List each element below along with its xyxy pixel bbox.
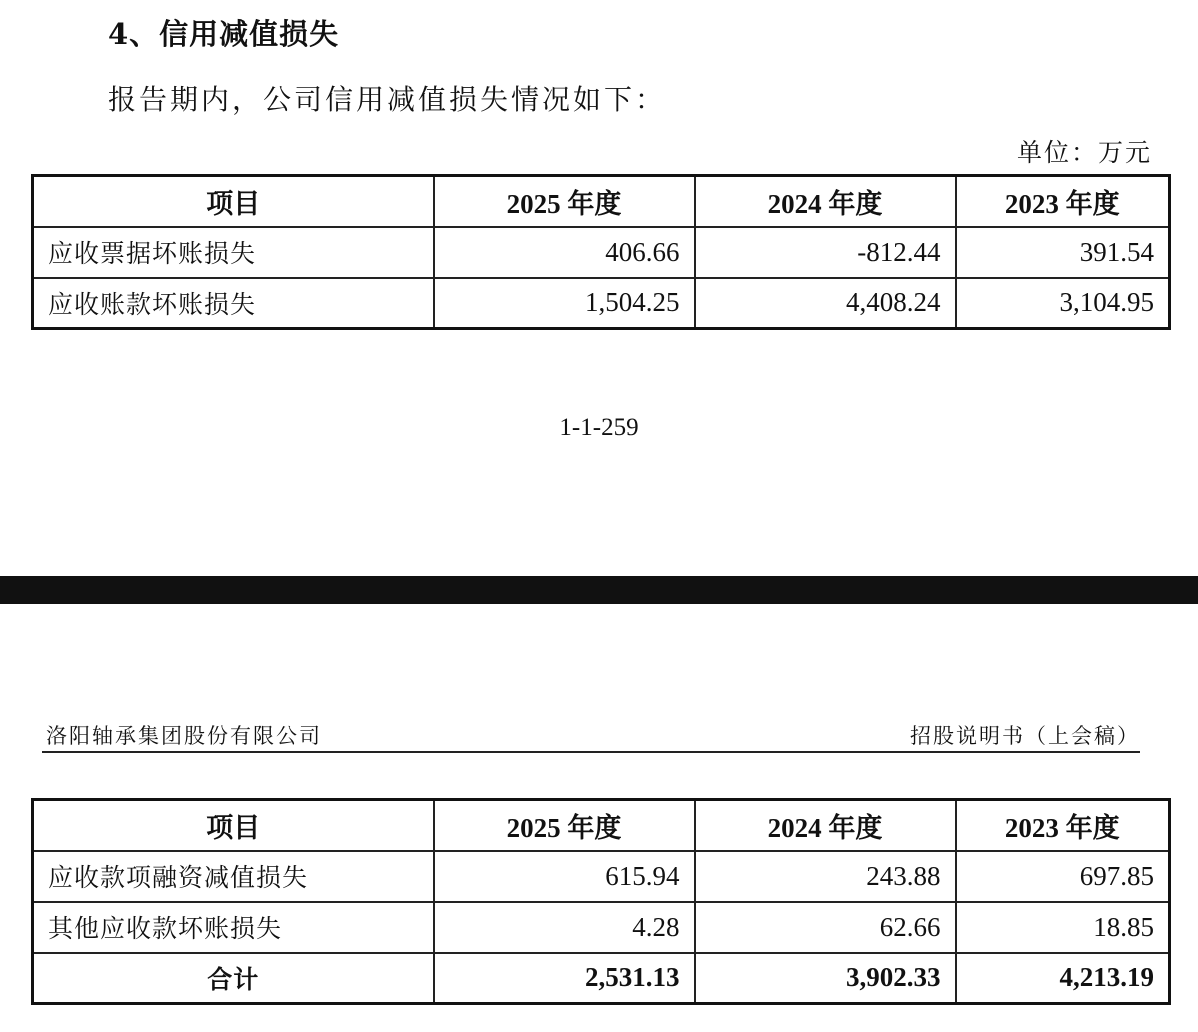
row-label: 应收账款坏账损失 [33, 278, 434, 329]
cell-2025: 615.94 [434, 851, 695, 902]
section-heading: 4、信用减值损失 [108, 17, 340, 51]
page-number: 1-1-259 [559, 414, 639, 441]
header-2025: 2025 年度 [434, 800, 695, 851]
header-2023: 2023 年度 [956, 800, 1170, 851]
cell-2023: 697.85 [956, 851, 1170, 902]
row-label: 应收票据坏账损失 [33, 227, 434, 278]
page-header-doc: 招股说明书（上会稿） [910, 724, 1140, 748]
page-header-rule [42, 751, 1140, 753]
cell-2024: 62.66 [695, 902, 956, 953]
credit-loss-table-part2 [31, 798, 1171, 1005]
table-header-row [33, 800, 1170, 851]
credit-loss-table-part1 [31, 174, 1171, 330]
total-2023: 4,213.19 [956, 953, 1170, 1004]
header-2024: 2024 年度 [695, 800, 956, 851]
header-2024: 2024 年度 [695, 176, 956, 227]
total-2025: 2,531.13 [434, 953, 695, 1004]
total-2024: 3,902.33 [695, 953, 956, 1004]
cell-2025: 1,504.25 [434, 278, 695, 329]
cell-2024: 4,408.24 [695, 278, 956, 329]
row-label: 其他应收款坏账损失 [33, 902, 434, 953]
header-2025: 2025 年度 [434, 176, 695, 227]
table-row [33, 902, 1170, 953]
total-label: 合计 [33, 953, 434, 1004]
table-row [33, 278, 1170, 329]
table-row [33, 227, 1170, 278]
cell-2023: 391.54 [956, 227, 1170, 278]
cell-2025: 406.66 [434, 227, 695, 278]
cell-2024: 243.88 [695, 851, 956, 902]
cell-2023: 3,104.95 [956, 278, 1170, 329]
intro-text: 报告期内，公司信用减值损失情况如下： [108, 83, 667, 116]
table-total-row [33, 953, 1170, 1004]
page-break-divider [0, 576, 1198, 604]
unit-label: 单位：万元 [1016, 138, 1152, 167]
header-item: 项目 [33, 176, 434, 227]
cell-2025: 4.28 [434, 902, 695, 953]
row-label: 应收款项融资减值损失 [33, 851, 434, 902]
header-2023: 2023 年度 [956, 176, 1170, 227]
table-row [33, 851, 1170, 902]
table-header-row [33, 176, 1170, 227]
cell-2024: -812.44 [695, 227, 956, 278]
header-item: 项目 [33, 800, 434, 851]
page-header-company: 洛阳轴承集团股份有限公司 [46, 724, 322, 748]
cell-2023: 18.85 [956, 902, 1170, 953]
